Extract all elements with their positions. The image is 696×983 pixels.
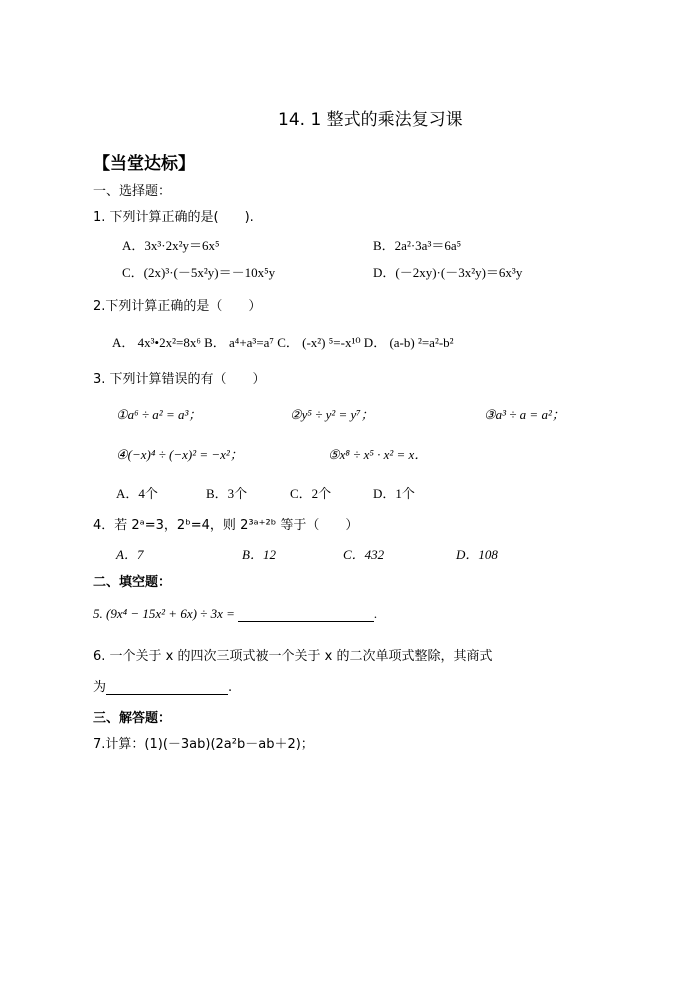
part2-heading: 二、填空题： xyxy=(93,575,172,590)
part1-heading: 一、选择题： xyxy=(93,184,172,199)
q6-line-1: 6. 一个关于 x 的四次三项式被一个关于 x 的二次单项式整除，其商式 xyxy=(93,649,493,664)
section-heading: 【当堂达标】 xyxy=(93,154,195,174)
q6-prefix: 为 xyxy=(93,680,107,695)
q3-item-5: ⑤x⁸ ÷ x⁵ · x² = x． xyxy=(328,447,428,462)
q6-line-2 xyxy=(93,676,232,695)
q1-option-a: A．3x³·2x²y＝6x⁵ xyxy=(122,238,220,253)
q6-period: . xyxy=(228,680,233,695)
q4-option-a: A．7 xyxy=(116,547,144,562)
q3-option-a: A．4个 xyxy=(116,486,158,501)
q3-item-2: ②y⁵ ÷ y² = y⁷； xyxy=(290,407,374,422)
q7-stem: 7.计算：(1)(－3ab)(2a²b－ab＋2)； xyxy=(93,737,314,752)
q1-stem: 1. 下列计算正确的是( ). xyxy=(93,210,254,225)
part3-heading: 三、解答题： xyxy=(93,711,172,726)
q6-answer-blank[interactable] xyxy=(106,681,228,695)
q3-item-3: ③a³ ÷ a = a²； xyxy=(484,407,565,422)
q3-stem: 3. 下列计算错误的有（ ） xyxy=(93,372,266,387)
page-title: 14. 1 整式的乘法复习课 xyxy=(278,110,463,130)
q3-item-1: ①a⁶ ÷ a² = a³； xyxy=(116,407,202,422)
q3-option-c: C．2个 xyxy=(290,486,332,501)
q1-option-c: C．(2x)³·(－5x²y)＝－10x⁵y xyxy=(122,265,276,280)
q5-period: . xyxy=(374,606,378,621)
q1-option-d: D．(－2xy)·(－3x²y)＝6x³y xyxy=(373,265,523,280)
q3-option-d: D．1个 xyxy=(373,486,415,501)
q2-stem: 2.下列计算正确的是（ ） xyxy=(93,299,262,314)
q5-answer-blank[interactable] xyxy=(238,608,374,622)
q4-stem: 4．若 2ᵃ=3，2ᵇ=4，则 2³ᵃ⁺²ᵇ 等于（ ） xyxy=(93,518,359,533)
q4-option-b: B．12 xyxy=(242,547,276,562)
q2-options: A． 4x³•2x²=8x⁶ B． a⁴+a³=a⁷ C． (-x²) ⁵=-x¹⁰ D． (a-b) ²=a²-b² xyxy=(112,335,454,350)
q5-text: 5. (9x⁴ − 15x² + 6x) ÷ 3x = xyxy=(93,606,235,621)
q3-item-4: ④(−x)⁴ ÷ (−x)² = −x²； xyxy=(116,447,243,462)
q4-option-d: D．108 xyxy=(456,547,498,562)
q5-expression xyxy=(93,606,377,622)
q4-option-c: C．432 xyxy=(343,547,385,562)
q1-option-b: B．2a²·3a³＝6a⁵ xyxy=(373,238,462,253)
q3-option-b: B．3个 xyxy=(206,486,248,501)
